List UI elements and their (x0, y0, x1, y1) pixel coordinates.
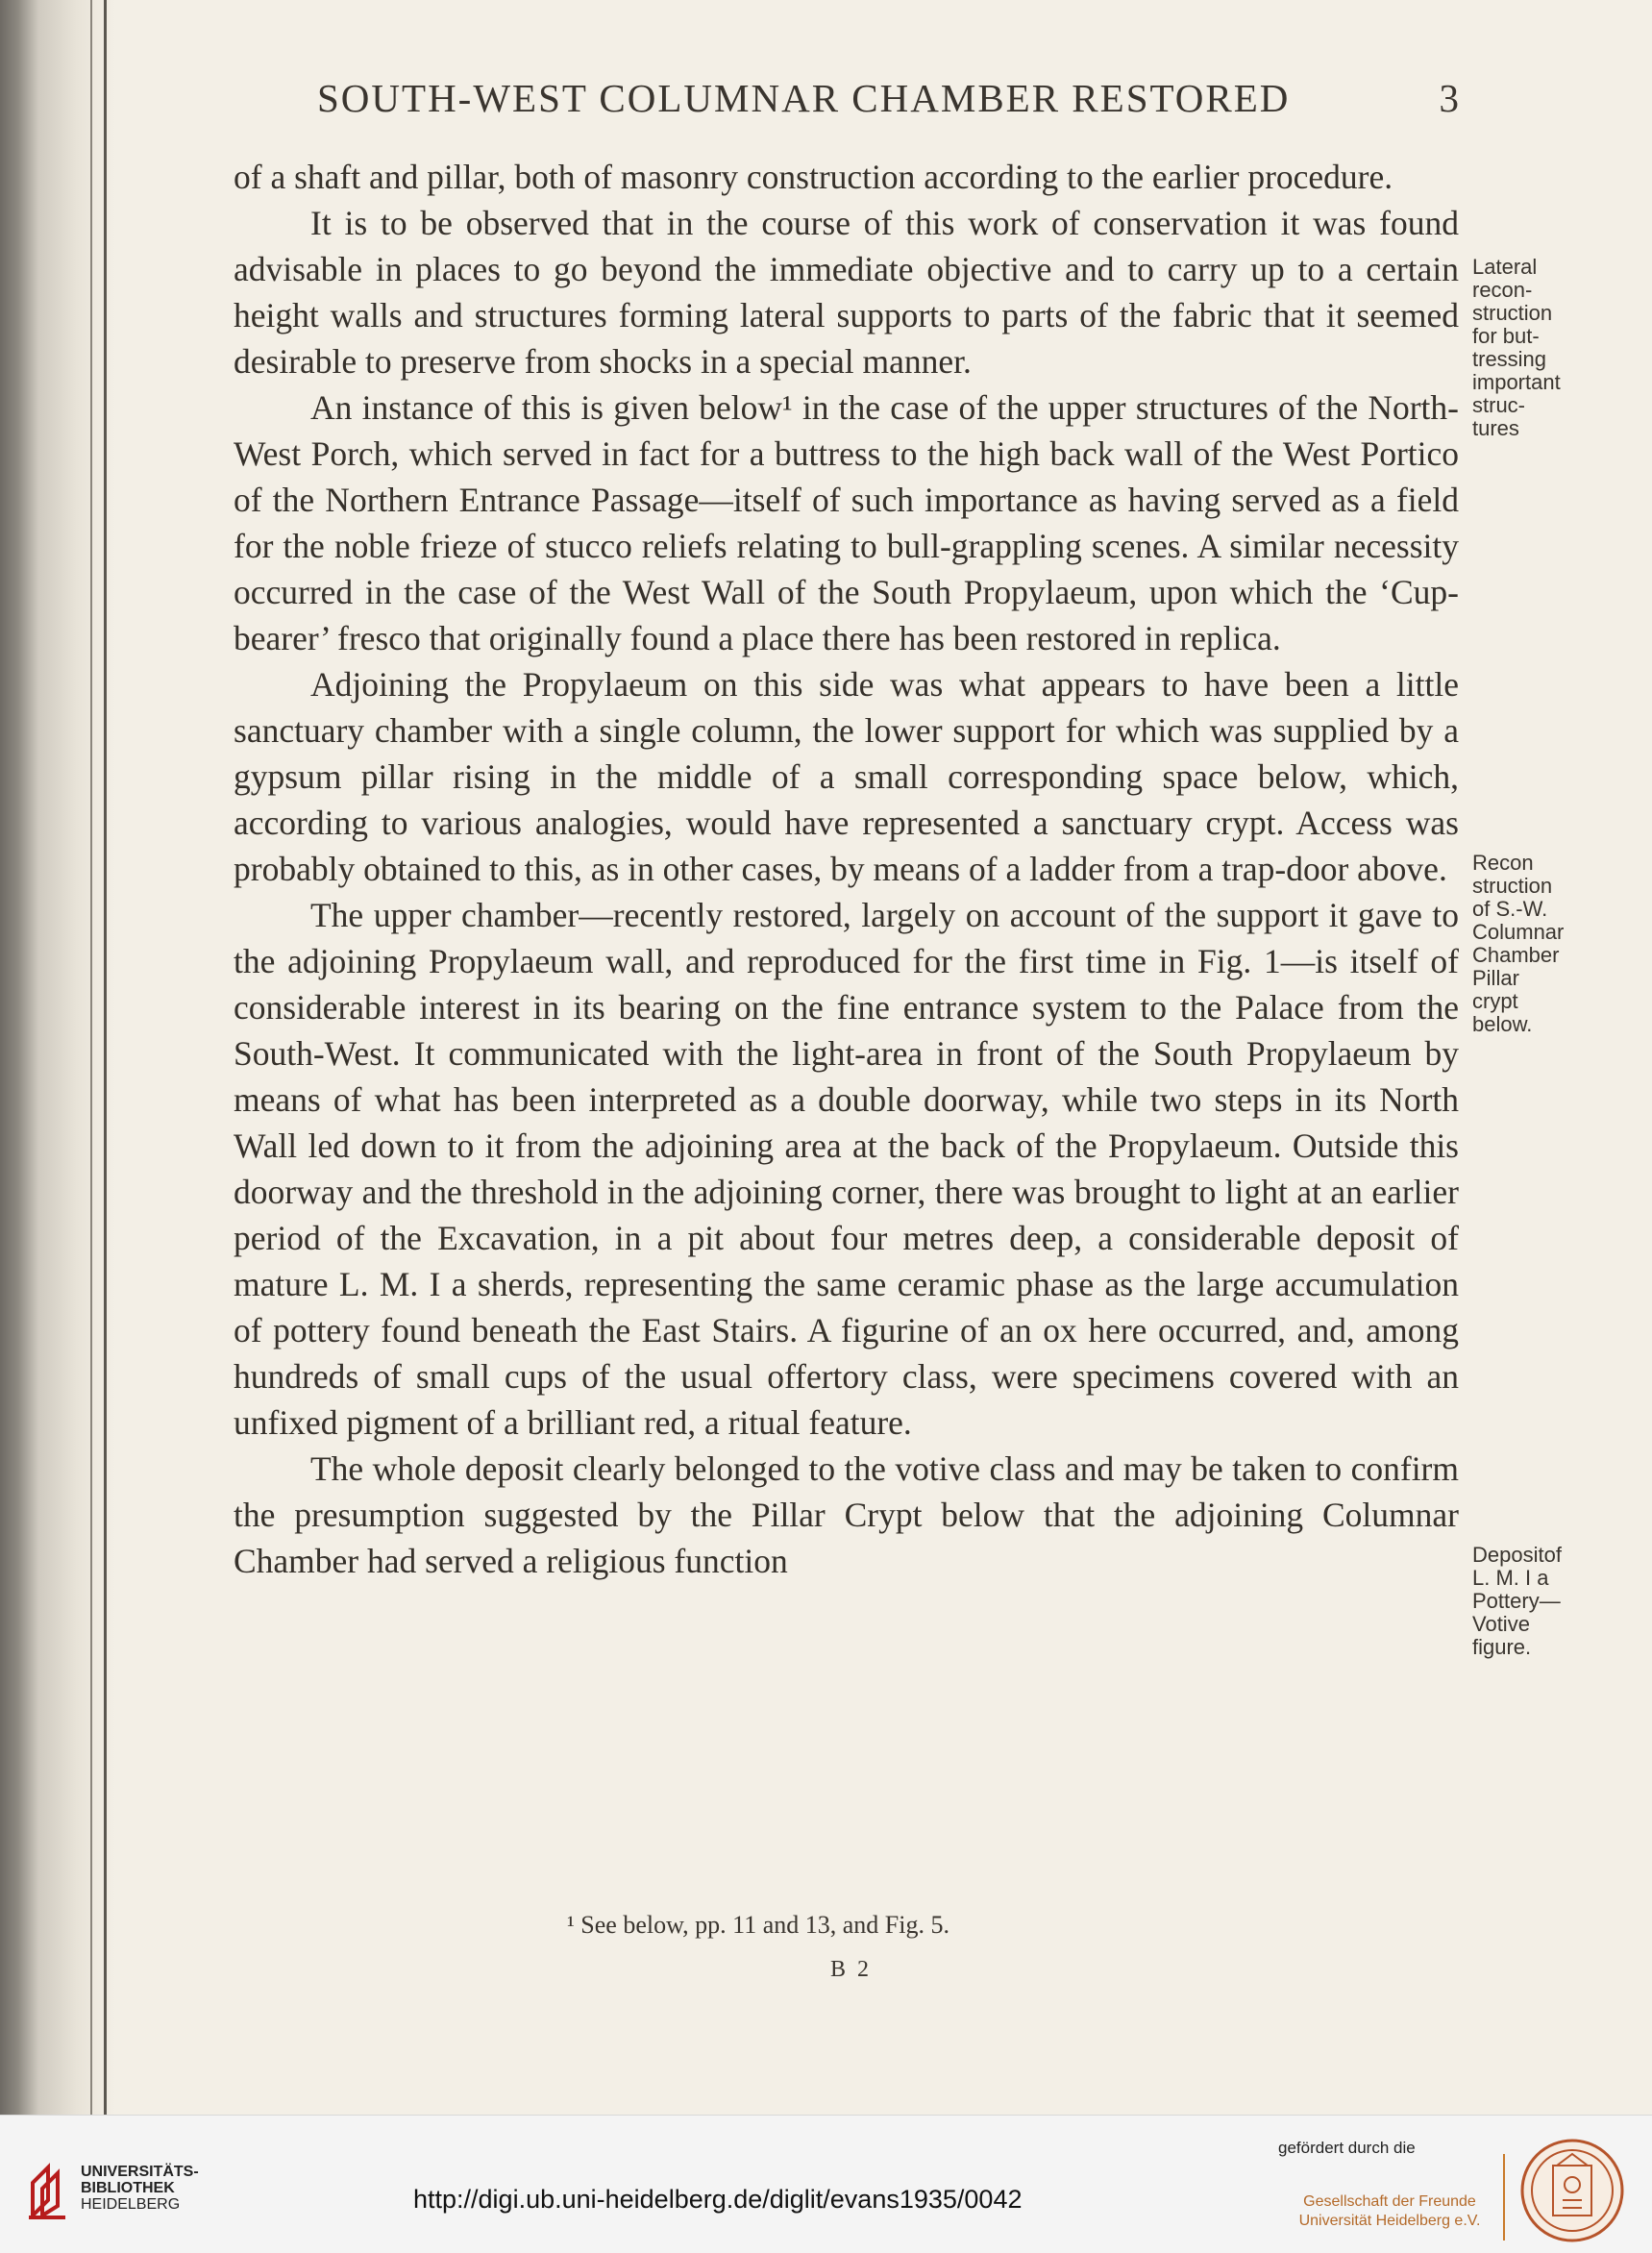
margin-note-deposit (1472, 1544, 1562, 1659)
page-number: 3 (1439, 76, 1461, 120)
margin-note-line: figure. (1472, 1635, 1532, 1659)
library-name (81, 2164, 199, 2213)
margin-note-line: Recon (1472, 851, 1534, 875)
sponsor-name-line: Universität Heidelberg e.V. (1298, 2213, 1481, 2229)
sponsor-divider (1503, 2154, 1505, 2241)
university-seal-icon (1518, 2137, 1626, 2244)
sponsor-label: gefördert durch die (1278, 2139, 1416, 2157)
margin-note-line: for but- (1472, 324, 1540, 348)
margin-note-line: tressing (1472, 347, 1547, 371)
paragraph: The whole deposit clearly belonged to the votive class and may be taken to confirm the presumption suggested by the Pillar Crypt below that the adjoining Columnar Chamber had served a religious function (234, 1449, 1459, 1580)
paragraph: An instance of this is given below¹ in the case of the upper structures of the North-West Porch, which served in fact for a buttress to the high back wall of the West Portico of the Northern Entrance Passage—itself of such importance as having served as a field for the noble frieze of stucco reliefs relating to bull-grappling scenes. A similar necessity occurred in the case of the West Wall of the South Propylaeum, upon which the ‘Cup-bearer’ fresco that originally found a place there has been restored in replica. (234, 388, 1459, 657)
digitization-footer (0, 2115, 1652, 2253)
library-name-line: UNIVERSITÄTS- (81, 2164, 199, 2180)
permalink-url[interactable]: http://digi.ub.uni-heidelberg.de/diglit/evans1935/0042 (413, 2185, 1023, 2214)
margin-note-columnar-chamber (1472, 852, 1564, 1036)
running-title: SOUTH-WEST COLUMNAR CHAMBER RESTORED (317, 76, 1291, 120)
margin-note-line: Depositof (1472, 1543, 1562, 1567)
margin-note-line: Chamber (1472, 943, 1560, 967)
margin-note-line: struc- (1472, 393, 1525, 417)
gutter-shadow-line (90, 0, 92, 2115)
sponsor-name (1284, 2192, 1495, 2231)
margin-note-line: L. M. I a (1472, 1566, 1549, 1590)
margin-note-line: Pillar (1472, 966, 1519, 990)
signature-mark: B 2 (830, 1957, 873, 1982)
margin-note-line: Pottery— (1472, 1589, 1561, 1613)
paragraph: of a shaft and pillar, both of masonry construction according to the earlier procedure. (234, 158, 1393, 196)
margin-note-line: crypt (1472, 989, 1518, 1013)
running-header (317, 75, 1461, 121)
library-name-line: HEIDELBERG (81, 2196, 181, 2213)
margin-note-line: below. (1472, 1012, 1533, 1036)
margin-note-line: of S.-W. (1472, 897, 1548, 921)
paragraph: The upper chamber—recently restored, largely on account of the support it gave to the adjoining Propylaeum wall, and reproduced for the first time in Fig. 1—is itself of considerable interest in its bearing on the fine entrance system to the Palace from the South-West. It communicated with the light-area in front of the South Propylaeum by means of what has been interpreted as a double doorway, while two steps in its North Wall led down to it from the adjoining area at the back of the Propylaeum. Outside this doorway and the threshold in the adjoining corner, there was brought to light at an earlier period of the Excavation, in a pit about four metres deep, a considerable deposit of mature L. M. I a sherds, representing the same ceramic phase as the large accumulation of pottery found beneath the East Stairs. A figurine of an ox here occurred, and, among hundreds of small cups of the usual offertory class, were specimens covered with an unfixed pigment of a brilliant red, a ritual feature. (234, 896, 1459, 1442)
margin-note-line: struction (1472, 874, 1553, 898)
margin-note-line: Lateral (1472, 255, 1538, 279)
margin-note-line: recon- (1472, 278, 1533, 302)
margin-note-line: Votive (1472, 1612, 1530, 1636)
library-name-line: BIBLIOTHEK (81, 2180, 175, 2196)
paragraph: It is to be observed that in the course of this work of conservation it was found advisable in places to go beyond the immediate objective and to carry up to a certain height walls and structures forming lateral supports to parts of the fabric that it seemed desirable to preserve from shocks in a special manner. (234, 204, 1459, 381)
gutter-binding-line (104, 0, 107, 2115)
margin-note-line: struction (1472, 301, 1553, 325)
margin-note-line: important (1472, 370, 1561, 394)
sponsor-name-line: Gesellschaft der Freunde (1303, 2193, 1476, 2210)
margin-note-lateral-reconstruction (1472, 256, 1561, 440)
library-logo-icon (27, 2158, 71, 2219)
book-gutter (0, 0, 115, 2115)
paragraph: Adjoining the Propylaeum on this side was what appears to have been a little sanctuary chamber with a single column, the lower support for which was supplied by a gypsum pillar rising in the middle of a small corresponding space below, which, according to various analogies, would have represented a sanctuary crypt. Access was probably obtained to this, as in other cases, by means of a ladder from a trap-door above. (234, 665, 1459, 888)
body-text (234, 154, 1459, 1584)
margin-note-line: tures (1472, 416, 1519, 440)
footnote: ¹ See below, pp. 11 and 13, and Fig. 5. (567, 1911, 949, 1939)
margin-note-line: Columnar (1472, 920, 1565, 944)
